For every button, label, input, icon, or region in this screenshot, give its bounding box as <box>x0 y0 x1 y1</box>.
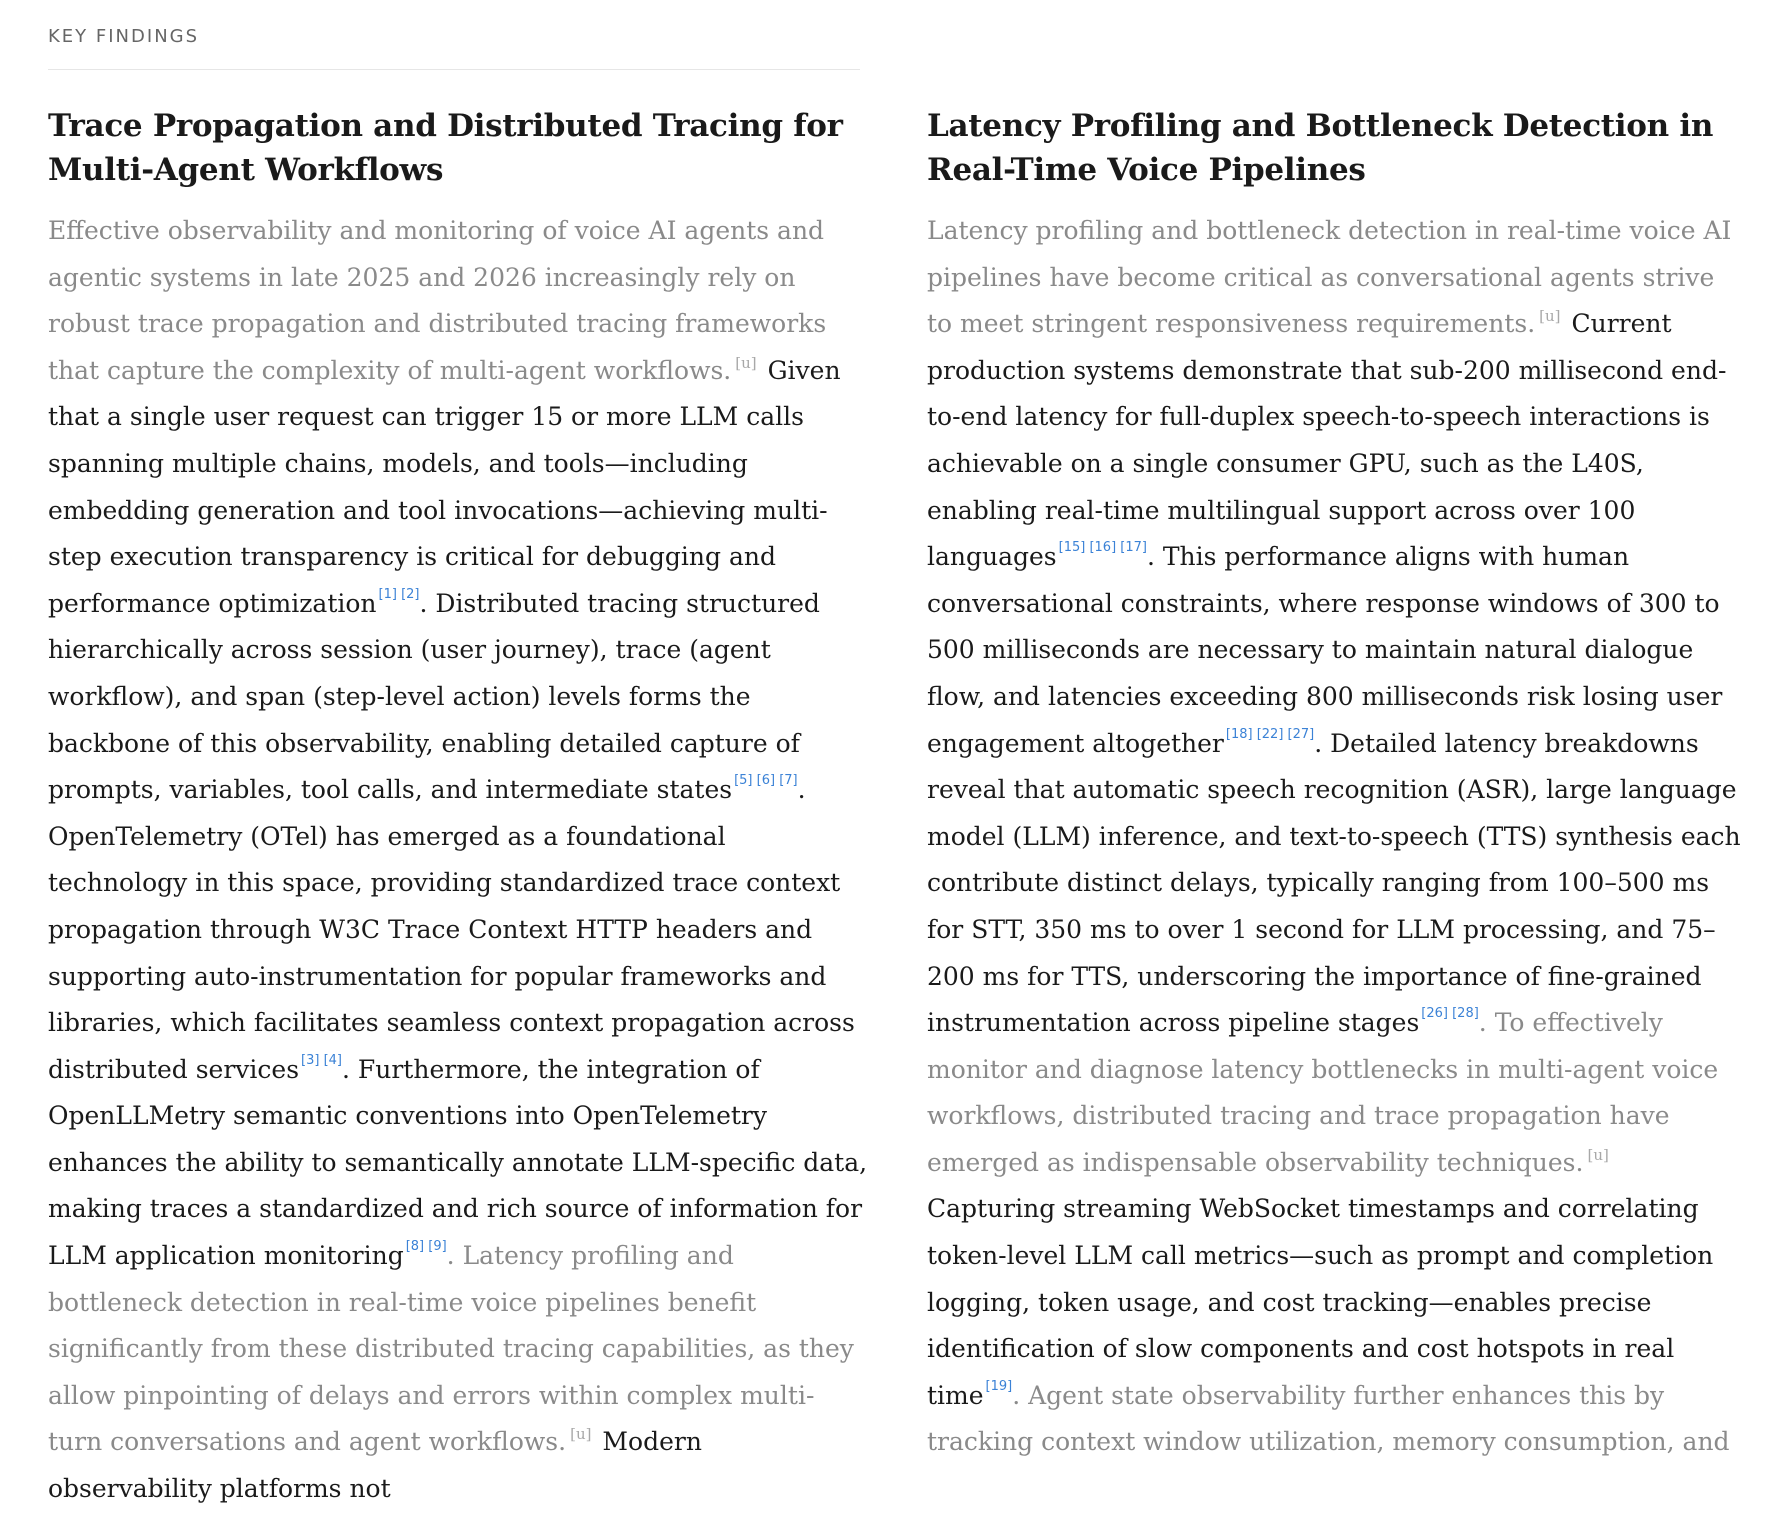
unverified-marker: [u] <box>735 353 757 372</box>
unsourced-sentence: Effective observability and monitoring of voice AI agents and agentic systems in late 2025 and 2026 increasingly rely on robust trace propagation and distributed tracing frameworks that capture the complexity of multi-agent workflows. <box>48 216 827 385</box>
sentence-text: . Distributed tracing structured hierarchically across session (user journey), trace (agent workflow), and span (step-level action) levels forms the backbone of this observability, enabling detailed capture of prompts, variables, tool calls, and intermediate states <box>48 588 820 805</box>
unverified-marker: [u] <box>1539 307 1561 326</box>
finding-column-right <box>927 104 1747 1466</box>
unverified-marker: [u] <box>570 1425 592 1444</box>
citation-link[interactable]: [3] [4] <box>301 1052 343 1068</box>
unsourced-sentence: Latency profiling and bottleneck detection in real-time voice AI pipelines have become critical as conversational agents strive to meet stringent responsiveness requirements. <box>927 216 1732 339</box>
unverified-marker: [u] <box>1587 1145 1609 1164</box>
finding-heading-left: Trace Propagation and Distributed Tracing for Multi-Agent Workflows <box>48 108 843 188</box>
finding-body-left <box>48 208 868 1513</box>
sentence-text: Given that a single user request can trigger 15 or more LLM calls spanning multiple chains, models, and tools—including embedding generation and tool invocations—achieving multi-step execution transparency is critical for debugging and performance optimization <box>48 355 841 618</box>
finding-heading-right: Latency Profiling and Bottleneck Detection in Real-Time Voice Pipelines <box>927 108 1714 188</box>
citation-link[interactable]: [26] [28] <box>1421 1006 1479 1022</box>
citation-link[interactable]: [8] [9] <box>405 1239 447 1255</box>
citation-link[interactable]: [18] [22] [27] <box>1225 726 1315 742</box>
sentence-text: . This performance aligns with human conversational constraints, where response windows of 300 to 500 milliseconds are necessary to maintain natural dialogue flow, and latencies exceeding 800 milliseconds risk losing user engagement altogether <box>927 542 1723 758</box>
citation-link[interactable]: [5] [6] [7] <box>734 773 798 789</box>
citation-link[interactable]: [1] [2] <box>378 586 420 602</box>
citation-link[interactable]: [19] <box>985 1378 1013 1394</box>
sentence-text: . Furthermore, the integration of OpenLLMetry semantic conventions into OpenTelemetry enhances the ability to semantically annotate LLM-specific data, making traces a standardized and rich source of information for LLM application monitoring <box>48 1054 868 1271</box>
sentence-text: Capturing streaming WebSocket timestamps and correlating token-level LLM call metrics—such as prompt and completion logging, token usage, and cost tracking—enables precise identification of slow components and cost hotspots in real time <box>927 1194 1714 1410</box>
citation-link[interactable]: [15] [16] [17] <box>1058 540 1147 556</box>
sentence-text: Current production systems demonstrate that sub-200 millisecond end-to-end latency for full-duplex speech-to-speech interactions is achievable on a single consumer GPU, such as the L40S, enabling real-time multilingual support across over 100 languages <box>927 309 1727 572</box>
sentence-text: Modern observability platforms not <box>48 1427 702 1504</box>
unsourced-sentence: . Agent state observability further enhances this by tracking context window utilization, memory consumption, and <box>927 1380 1730 1457</box>
section-label: KEY FINDINGS <box>48 26 200 47</box>
finding-body-right <box>927 208 1747 1466</box>
sentence-text: . OpenTelemetry (OTel) has emerged as a foundational technology in this space, providing standardized trace context propagation through W3C Trace Context HTTP headers and supporting auto-instrumentation for popular frameworks and libraries, which facilitates seamless context propagation across distributed services <box>48 775 855 1084</box>
section-divider <box>48 69 860 70</box>
unsourced-sentence: . To effectively monitor and diagnose latency bottlenecks in multi-agent voice workflows, distributed tracing and trace propagation have emerged as indispensable observability techniques. <box>927 1008 1719 1177</box>
finding-column-left <box>48 104 868 1513</box>
sentence-text: . Detailed latency breakdowns reveal that automatic speech recognition (ASR), large language model (LLM) inference, and text-to-speech (TTS) synthesis each contribute distinct delays, typically ranging from 100–500 ms for STT, 350 ms to over 1 second for LLM processing, and 75–200 ms for TTS, underscoring the importance of fine-grained instrumentation across pipeline stages <box>927 728 1741 1038</box>
unsourced-sentence: . Latency profiling and bottleneck detection in real-time voice pipelines benefit significantly from these distributed tracing capabilities, as they allow pinpointing of delays and errors within complex multi-turn conversations and agent workflows. <box>48 1241 854 1457</box>
